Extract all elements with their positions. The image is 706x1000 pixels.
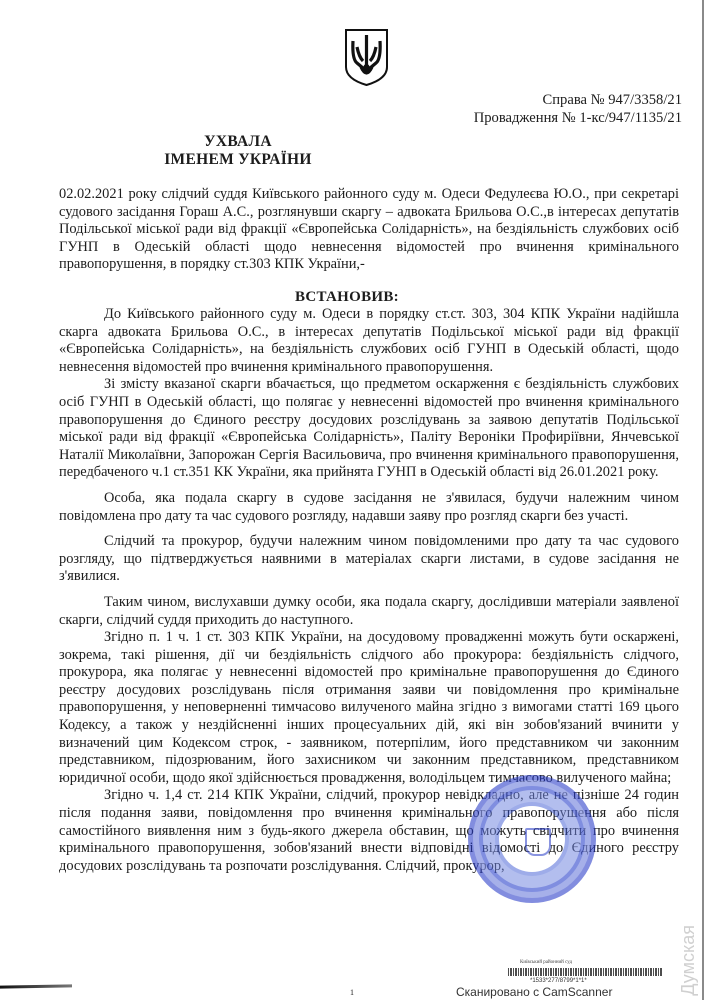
paragraph: Таким чином, вислухавши думку особи, яка подала скаргу, дослідивши матеріали заявленої скарги, слідчий суддя приходить до наступного.	[59, 593, 679, 628]
main-body	[59, 306, 679, 875]
paragraph: Зі змісту вказаної скарги вбачається, що предметом оскарження є бездіяльність службових осіб ГУНП в Одеській області, що полягає у невнесенні відомостей про вчинення кримінального правопорушення до Єдиного реєстру досудових розслідувань за заявою депутатів Подільської міської ради від фракції «Європейська Солідарність», Паліту Вероніки Профиріївни, Янчевської Наталії Миколаївни, Запорожан Сергія Васильовича, про вчинення кримінального правопорушення, передбаченого ч.1 ст.351 КК України, яка прийнята ГУНП в Одеській області від 26.01.2021 року.	[59, 376, 679, 481]
scanner-caption: Сканировано с CamScanner	[456, 985, 613, 999]
page-edge-line	[702, 0, 704, 1000]
paragraph: До Київського районного суду м. Одеси в порядку ст.ст. 303, 304 КПК України надійшла скарга адвоката Брильова О.С., в інтересах депутатів Подільської міської ради від фракції «Європейська Солідарність», на бездіяльність службових осіб ГУНП в Одеській області, щодо невнесення відомостей про вчинення кримінального правопорушення.	[59, 306, 679, 375]
barcode-label: Київський районний суд	[520, 960, 572, 965]
court-seal-stamp	[468, 775, 596, 903]
document-title: УХВАЛА	[204, 133, 272, 150]
page-number: 1	[350, 988, 354, 997]
watermark: Думская	[678, 925, 698, 996]
case-number: Справа № 947/3358/21	[542, 92, 682, 108]
document-subtitle: ІМЕНЕМ УКРАЇНИ	[164, 151, 312, 168]
barcode	[508, 968, 663, 976]
barcode-code: *1533*277/8799*1*1*	[530, 978, 587, 984]
coat-of-arms-icon	[343, 27, 390, 87]
paragraph: Слідчий та прокурор, будучи належним чином повідомленими про дату та час судового розгляду, що підтверджується наявними в матеріалах скарги листами, в судове засідання не з'явилися.	[59, 533, 679, 585]
signature-stroke	[0, 984, 72, 988]
proceeding-number: Провадження № 1-кс/947/1135/21	[473, 110, 682, 126]
paragraph: Згідно п. 1 ч. 1 ст. 303 КПК України, на досудовому провадженні можуть бути оскаржені, зокрема, такі рішення, дії чи бездіяльність слідчого або прокурора: бездіяльність слідчого, прокурора, яка полягає у невнесенні відомостей про кримінальне правопорушення до Єдиного реєстру досудових розслідувань після отримання заяви чи повідомлення про кримінальне правопорушення, у неповерненні тимчасово вилученого майна згідно з вимогами статті 169 цього Кодексу, а також у нездійсненні інших процесуальних дій, які він зобов'язаний вчинити у визначений цим Кодексом строк, - заявником, потерпілим, його представником чи законним представником, підозрюваним, його захисником чи законним представником, представником юридичної особи, щодо якої здійснюється провадження, володільцем тимчасово вилученого майна;	[59, 629, 679, 786]
section-heading: ВСТАНОВИВ:	[295, 289, 399, 305]
intro-paragraph	[59, 186, 679, 274]
case-numbers	[474, 91, 682, 127]
paragraph: Згідно ч. 1,4 ст. 214 КПК України, слідчий, прокурор невідкладно, але не пізніше 24 годин після подання заяви, повідомлення про вчинення кримінального правопорушення або після самостійного виявлення ним з будь-якого джерела обставин, що можуть свідчити про вчинення кримінального правопорушення, зобов'язаний внести відповідні відомості до Єдиного реєстру досудових розслідувань та розпочати розслідування. Слідчий, прокурор,	[59, 787, 679, 874]
seal-emblem-icon	[525, 828, 551, 856]
intro-text: 02.02.2021 року слідчий суддя Київського районного суду м. Одеси Федулеєва Ю.О., при секретарі судового засідання Гораш А.С., розглянувши скаргу – адвоката Брильова О.С.,в інтересах депутатів Подільської міської ради від фракції «Європейська Солідарність», на бездіяльність службових осіб ГУНП в Одеській області щодо невнесення відомостей про вчинення кримінального правопорушення, в порядку ст.303 КПК України,-	[59, 186, 679, 273]
paragraph: Особа, яка подала скаргу в судове засідання не з'явилася, будучи належним чином повідомлена про дату та час судового розгляду, надавши заяву про розгляд скарги без участі.	[59, 489, 679, 524]
